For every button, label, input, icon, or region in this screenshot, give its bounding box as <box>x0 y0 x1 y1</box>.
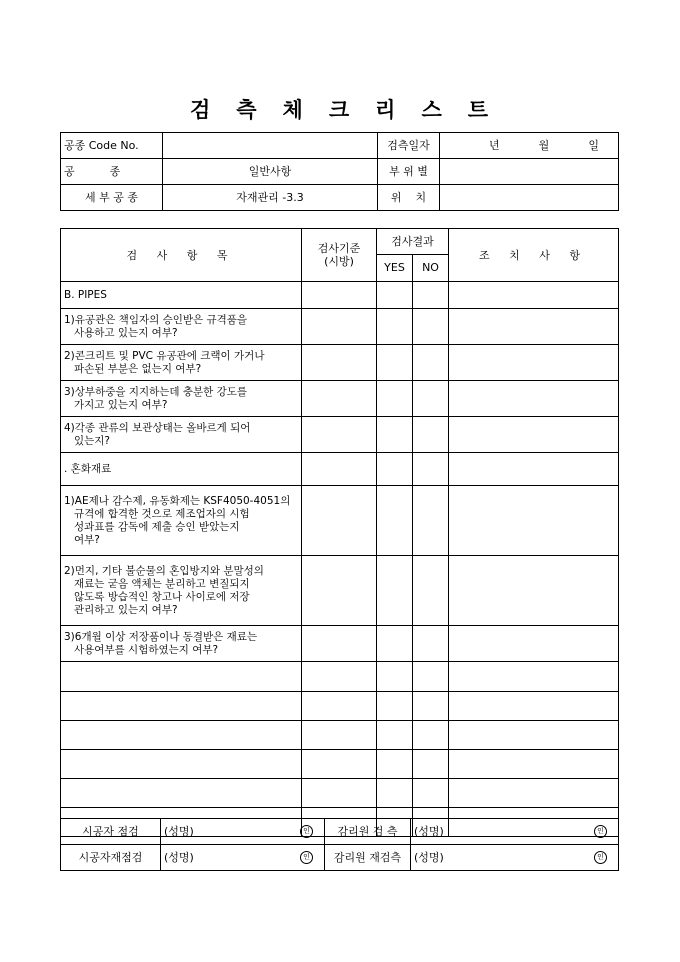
table-row <box>61 779 619 808</box>
title-char: 리 <box>375 97 398 122</box>
title-char: 트 <box>467 97 491 122</box>
standard-cell[interactable] <box>302 282 377 309</box>
sub-work-type-value[interactable]: 자재관리 -3.3 <box>163 185 378 211</box>
inspection-item-line: 3)6개월 이상 저장품이나 동결받은 재료는 <box>64 630 258 643</box>
inspection-item <box>61 486 302 556</box>
standard-cell[interactable] <box>302 750 377 779</box>
standard-cell[interactable] <box>302 453 377 486</box>
yes-cell[interactable] <box>377 453 413 486</box>
title-char: 크 <box>328 97 352 122</box>
no-cell[interactable] <box>413 662 449 692</box>
date-month-label: 월 <box>538 139 550 152</box>
action-cell[interactable] <box>449 692 619 721</box>
yes-cell[interactable] <box>377 486 413 556</box>
inspection-item <box>61 692 302 721</box>
table-row <box>61 721 619 750</box>
part-label: 부 위 별 <box>378 159 440 185</box>
inspection-item-line: 관리하고 있는지 여부? <box>74 603 178 616</box>
yes-cell[interactable] <box>377 721 413 750</box>
col-header-standard-sub: (시방) <box>324 255 354 268</box>
table-row <box>61 309 619 345</box>
supervisor-inspection-sign[interactable] <box>411 819 619 845</box>
no-cell[interactable] <box>413 453 449 486</box>
seal-icon: 인 <box>594 851 607 864</box>
inspection-item <box>61 779 302 808</box>
table-row <box>61 662 619 692</box>
inspection-item-line: 4)각종 관류의 보관상태는 올바르게 되어 <box>64 421 251 434</box>
inspection-item <box>61 750 302 779</box>
no-cell[interactable] <box>413 556 449 626</box>
no-cell[interactable] <box>413 486 449 556</box>
inspection-item-line: 파손된 부분은 없는지 여부? <box>74 362 202 375</box>
action-cell[interactable] <box>449 779 619 808</box>
sub-work-type-label: 세 부 공 종 <box>61 185 163 211</box>
action-cell[interactable] <box>449 345 619 381</box>
table-row <box>61 345 619 381</box>
col-header-yes: YES <box>377 254 413 281</box>
standard-cell[interactable] <box>302 692 377 721</box>
location-label: 위 치 <box>378 185 440 211</box>
signature-table <box>60 818 619 871</box>
inspection-item <box>61 626 302 662</box>
inspection-item-line: 2)먼지, 기타 불순물의 혼입방지와 분말성의 <box>64 564 264 577</box>
header-row <box>61 133 619 159</box>
yes-cell[interactable] <box>377 309 413 345</box>
contractor-check-sign[interactable] <box>161 819 325 845</box>
col-header-standard <box>302 229 377 282</box>
standard-cell[interactable] <box>302 309 377 345</box>
table-row <box>61 626 619 662</box>
part-value[interactable] <box>440 159 619 185</box>
yes-cell[interactable] <box>377 626 413 662</box>
page-title <box>0 94 680 124</box>
action-cell[interactable] <box>449 750 619 779</box>
standard-cell[interactable] <box>302 556 377 626</box>
supervisor-reinspection-label: 감리원 재검측 <box>325 845 411 871</box>
standard-cell[interactable] <box>302 779 377 808</box>
inspection-item-line: 규격에 합격한 것으로 제조업자의 시험 <box>74 507 250 520</box>
standard-cell[interactable] <box>302 486 377 556</box>
inspection-date-value[interactable] <box>440 133 619 159</box>
yes-cell[interactable] <box>377 381 413 417</box>
name-label: (성명) <box>164 851 194 864</box>
table-row <box>61 556 619 626</box>
title-char: 검 <box>189 97 213 122</box>
title-char: 스 <box>421 97 444 122</box>
inspection-item <box>61 453 302 486</box>
no-cell[interactable] <box>413 750 449 779</box>
standard-cell[interactable] <box>302 417 377 453</box>
table-row <box>61 417 619 453</box>
inspection-item <box>61 345 302 381</box>
inspection-item-line: 않도록 방습적인 창고나 사이로에 저장 <box>74 590 250 603</box>
name-label: (성명) <box>164 825 194 838</box>
standard-cell[interactable] <box>302 381 377 417</box>
inspection-item-line: 사용하고 있는지 여부? <box>74 326 178 339</box>
header-row <box>61 159 619 185</box>
title-char: 체 <box>282 97 305 122</box>
no-cell[interactable] <box>413 779 449 808</box>
supervisor-reinspection-sign[interactable] <box>411 845 619 871</box>
inspection-item-line: . 혼화재료 <box>64 462 112 475</box>
signature-row <box>61 845 619 871</box>
yes-cell[interactable] <box>377 556 413 626</box>
action-cell[interactable] <box>449 381 619 417</box>
inspection-date-label: 검측일자 <box>378 133 440 159</box>
action-cell[interactable] <box>449 309 619 345</box>
no-cell[interactable] <box>413 417 449 453</box>
header-row <box>61 185 619 211</box>
yes-cell[interactable] <box>377 345 413 381</box>
inspection-item-line: 1)AE제나 감수제, 유동화제는 KSF4050-4051의 <box>64 494 291 507</box>
inspection-item-line: 3)상부하중을 지지하는데 충분한 강도를 <box>64 385 248 398</box>
standard-cell[interactable] <box>302 662 377 692</box>
table-row <box>61 750 619 779</box>
inspection-item <box>61 662 302 692</box>
supervisor-inspection-label: 감리원 검 측 <box>325 819 411 845</box>
yes-cell[interactable] <box>377 692 413 721</box>
inspection-item-line: 성과표를 감독에 제출 승인 받았는지 <box>74 520 240 533</box>
inspection-item <box>61 381 302 417</box>
yes-cell[interactable] <box>377 662 413 692</box>
date-year-label: 년 <box>489 139 500 152</box>
table-row <box>61 381 619 417</box>
no-cell[interactable] <box>413 692 449 721</box>
table-body <box>61 282 619 837</box>
inspection-table <box>60 228 619 837</box>
action-cell[interactable] <box>449 662 619 692</box>
no-cell[interactable] <box>413 345 449 381</box>
yes-cell[interactable] <box>377 779 413 808</box>
inspection-item <box>61 309 302 345</box>
signature-row <box>61 819 619 845</box>
seal-icon: 인 <box>594 825 607 838</box>
table-row <box>61 486 619 556</box>
action-cell[interactable] <box>449 556 619 626</box>
work-type-value[interactable]: 일반사항 <box>163 159 378 185</box>
standard-cell[interactable] <box>302 626 377 662</box>
standard-cell[interactable] <box>302 721 377 750</box>
seal-icon: 인 <box>300 851 313 864</box>
date-day-label: 일 <box>588 139 599 152</box>
inspection-item-line: 가지고 있는지 여부? <box>74 398 168 411</box>
action-cell[interactable] <box>449 282 619 309</box>
name-label: (성명) <box>414 851 444 864</box>
yes-cell[interactable] <box>377 417 413 453</box>
no-cell[interactable] <box>413 282 449 309</box>
work-code-label: 공종 Code No. <box>61 133 163 159</box>
inspection-item-line: 1)유공관은 책임자의 승인받은 규격품을 <box>64 313 248 326</box>
location-value[interactable] <box>440 185 619 211</box>
col-header-standard-label: 검사기준 <box>317 242 361 255</box>
inspection-item-line: 재료는 굳음 액체는 분리하고 변질되지 <box>74 577 250 590</box>
no-cell[interactable] <box>413 721 449 750</box>
seal-icon: 인 <box>300 825 313 838</box>
inspection-item <box>61 417 302 453</box>
inspection-item-line: 2)콘크리트 및 PVC 유공관에 크랙이 가거나 <box>64 349 265 362</box>
no-cell[interactable] <box>413 626 449 662</box>
action-cell[interactable] <box>449 626 619 662</box>
col-header-result: 검사결과 <box>377 229 449 255</box>
inspection-item <box>61 282 302 309</box>
action-cell[interactable] <box>449 453 619 486</box>
standard-cell[interactable] <box>302 345 377 381</box>
no-cell[interactable] <box>413 309 449 345</box>
action-cell[interactable] <box>449 486 619 556</box>
contractor-check-label: 시공자 점검 <box>61 819 161 845</box>
action-cell[interactable] <box>449 417 619 453</box>
name-label: (성명) <box>414 825 444 838</box>
title-char: 측 <box>236 97 259 122</box>
inspection-item-line: 있는지? <box>74 434 111 447</box>
table-row <box>61 692 619 721</box>
col-header-action: 조 치 사 항 <box>449 229 619 282</box>
table-row <box>61 282 619 309</box>
no-cell[interactable] <box>413 381 449 417</box>
table-row <box>61 453 619 486</box>
yes-cell[interactable] <box>377 750 413 779</box>
table-header-row <box>61 229 619 255</box>
work-type-label: 공 종 <box>61 159 163 185</box>
col-header-no: NO <box>413 254 449 281</box>
inspection-item <box>61 556 302 626</box>
yes-cell[interactable] <box>377 282 413 309</box>
inspection-item-line: 사용여부를 시험하였는지 여부? <box>74 643 219 656</box>
contractor-material-check-sign[interactable] <box>161 845 325 871</box>
contractor-material-check-label: 시공자재점검 <box>61 845 161 871</box>
inspection-item <box>61 721 302 750</box>
action-cell[interactable] <box>449 721 619 750</box>
header-info-table <box>60 132 619 211</box>
inspection-item-line: B. PIPES <box>64 288 107 301</box>
col-header-item: 검 사 항 목 <box>61 229 302 282</box>
inspection-item-line: 여부? <box>74 533 100 546</box>
work-code-value[interactable] <box>163 133 378 159</box>
